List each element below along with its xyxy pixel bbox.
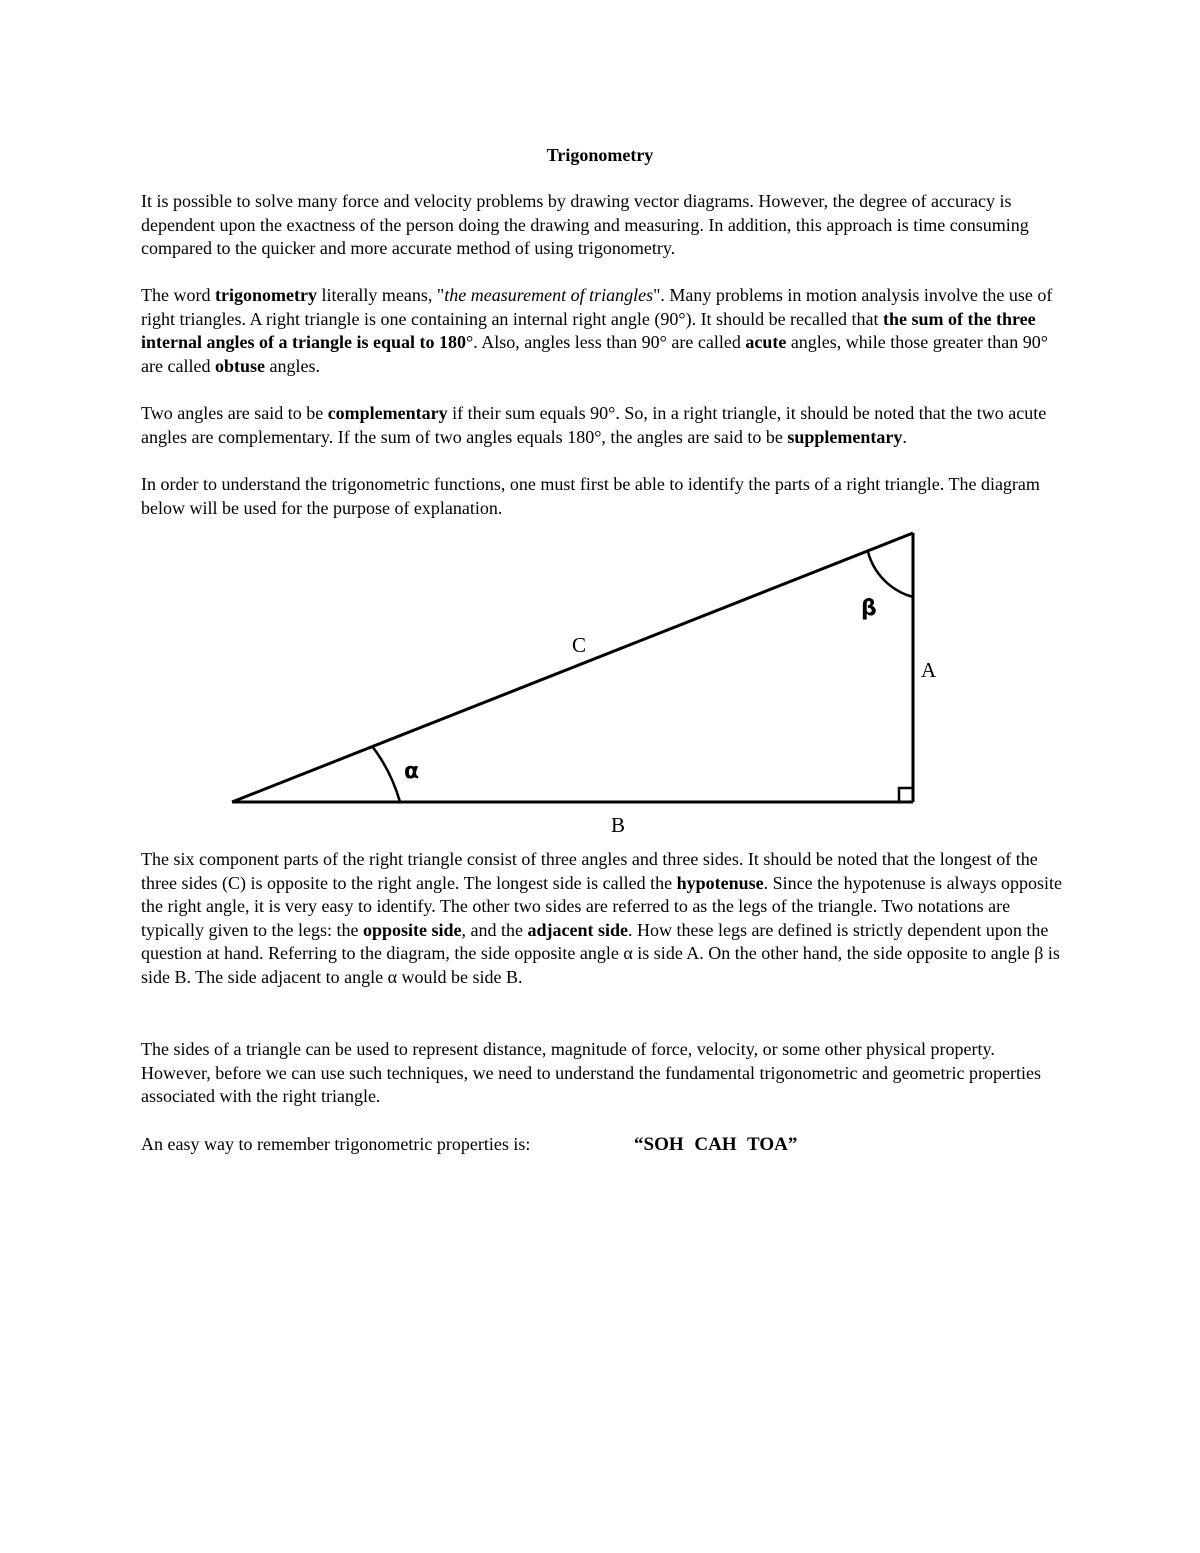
- term-adjacent-side: adjacent side: [527, 919, 628, 940]
- text-run: , and the: [461, 919, 528, 940]
- term-acute: acute: [745, 332, 787, 352]
- text-run: .: [902, 426, 907, 447]
- text-run: angles.: [264, 355, 320, 376]
- paragraph-applications: The sides of a triangle can be used to represent distance, magnitude of force, velocity, or some other physical property. However, before we can use such techniques, we need to understand the fundamental trigonometric and geometric properties associated with the right triangle.: [141, 1039, 1041, 1106]
- paragraph-components: [141, 848, 1066, 989]
- paragraph-diagram-intro: In order to understand the trigonometric functions, one must first be able to identify the parts of a right triangle. The diagram below will be used for the purpose of explanation.: [141, 474, 1040, 518]
- page-title: Trigonometry: [546, 145, 654, 165]
- label-side-b: B: [611, 813, 626, 837]
- label-side-a: A: [921, 658, 937, 682]
- label-angle-beta: β: [861, 596, 877, 621]
- mnemonic-lead: An easy way to remember trigonometric properties is:: [141, 1134, 531, 1154]
- text-run: °. Also, angles less than 90° are called: [466, 332, 746, 352]
- quote-measurement: the measurement of triangles: [444, 285, 654, 305]
- paragraph-intro: It is possible to solve many force and velocity problems by drawing vector diagrams. However, the degree of accuracy is dependent upon the exactness of the person doing the drawing and measuring. In addition, this approach is time consuming compared to the quicker and more accurate method of using trigonometry.: [141, 191, 1029, 258]
- text-run: . Since the hypotenuse is always opposite the right angle, it is very easy to identify. The other two sides are referred to as the legs of the triangle. Two notations are typically given to the legs: the: [141, 872, 1063, 940]
- text-run: ". Many problems in motion analysis involve the use of right triangles. A right triangle is one containing an internal right angle (90°). It should be recalled that: [141, 285, 1053, 329]
- alpha-arc: [372, 746, 400, 802]
- term-supplementary: supplementary: [787, 426, 903, 447]
- term-complementary: complementary: [327, 403, 448, 423]
- text-run: . How these legs are defined is strictly dependent upon the question at hand. Referring to the diagram, the side opposite angle α is side A. On the other hand, the side opposite to angle β is side B. The side adjacent to angle α would be side B.: [141, 919, 1060, 987]
- beta-arc: [868, 552, 913, 597]
- text-run: if their sum equals 90°. So, in a right triangle, it should be noted that the two acute angles are complementary. If the sum of two angles equals 180°, the angles are said to be: [141, 403, 1047, 447]
- text-run: Two angles are said to be: [141, 403, 328, 423]
- side-c-hypotenuse-line: [232, 533, 913, 802]
- text-run: angles, while those greater than 90° are called: [141, 332, 1048, 376]
- label-angle-alpha: α: [404, 759, 420, 784]
- term-hypotenuse: hypotenuse: [676, 872, 764, 893]
- text-run: The six component parts of the right triangle consist of three angles and three sides. It should be noted that the longest of the three sides (C) is opposite to the right angle. The longest side is called the: [141, 849, 1038, 893]
- label-side-c: C: [572, 633, 587, 657]
- rule-angle-sum: the sum of the three internal angles of a triangle is equal to 180: [141, 308, 1036, 352]
- text-run: The word: [141, 285, 215, 305]
- text-run: literally means, ": [316, 285, 445, 305]
- term-trigonometry: trigonometry: [214, 285, 317, 305]
- right-angle-marker: [899, 788, 913, 802]
- term-opposite-side: opposite side: [362, 919, 462, 940]
- term-obtuse: obtuse: [214, 355, 265, 376]
- mnemonic-phrase: “SOH CAH TOA”: [634, 1134, 798, 1155]
